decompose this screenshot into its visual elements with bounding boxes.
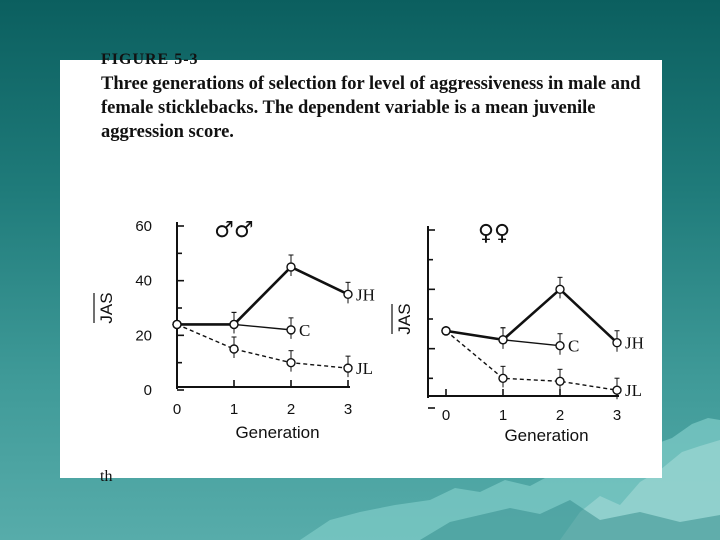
data-point-jl bbox=[344, 364, 352, 372]
x-tick-label: 0 bbox=[441, 407, 451, 424]
cut-off-text: th bbox=[100, 468, 113, 485]
x-tick-label: 3 bbox=[612, 407, 622, 424]
y-tick-label: 20 bbox=[135, 327, 152, 345]
figure-caption: Three generations of selection for level of aggressiveness in male and female sticklebacks. The dependent variable is a mean juvenile aggression score. bbox=[101, 74, 641, 142]
series-line-jl bbox=[177, 324, 348, 368]
data-point-c bbox=[287, 326, 295, 334]
x-tick-label: 1 bbox=[229, 401, 239, 418]
charts-area bbox=[60, 60, 662, 478]
series-label-jl: JL bbox=[625, 381, 642, 401]
y-axis-title: JAS bbox=[97, 292, 116, 324]
figure-panel bbox=[60, 51, 662, 485]
series-line-jl bbox=[446, 331, 617, 390]
data-point-jh bbox=[287, 263, 295, 271]
x-axis-title: Generation bbox=[235, 423, 320, 442]
data-point-jl bbox=[442, 327, 450, 335]
series-label-c: C bbox=[299, 320, 311, 340]
sex-symbol: ♂♂ bbox=[214, 218, 254, 243]
data-point-jl bbox=[173, 320, 181, 328]
x-axis-title: Generation bbox=[504, 426, 589, 445]
series-line-jh bbox=[177, 267, 348, 324]
y-axis-title: JAS bbox=[395, 303, 414, 335]
data-point-jl bbox=[556, 377, 564, 385]
x-tick-label: 3 bbox=[343, 401, 353, 418]
y-tick-label: 40 bbox=[135, 272, 152, 290]
data-point-c bbox=[230, 320, 238, 328]
data-point-jh bbox=[613, 339, 621, 347]
data-point-jl bbox=[287, 359, 295, 367]
data-point-c bbox=[556, 342, 564, 350]
y-tick-label: 0 bbox=[143, 382, 152, 399]
data-point-jl bbox=[499, 374, 507, 382]
data-point-jh bbox=[556, 285, 564, 293]
x-tick-label: 0 bbox=[172, 401, 182, 418]
x-tick-label: 2 bbox=[286, 401, 296, 418]
series-label-jh: JH bbox=[625, 333, 644, 353]
data-point-jl bbox=[230, 345, 238, 353]
x-tick-label: 2 bbox=[555, 407, 565, 424]
data-point-jh bbox=[344, 290, 352, 298]
figure-heading: FIGURE 5-3 bbox=[101, 51, 199, 68]
series-label-c: C bbox=[568, 336, 580, 356]
y-tick-label: 60 bbox=[135, 218, 152, 235]
series-label-jh: JH bbox=[356, 285, 375, 305]
x-tick-label: 1 bbox=[498, 407, 508, 424]
data-point-jl bbox=[613, 386, 621, 394]
series-label-jl: JL bbox=[356, 359, 373, 379]
data-point-c bbox=[499, 336, 507, 344]
sex-symbol: ♀♀ bbox=[477, 221, 511, 246]
